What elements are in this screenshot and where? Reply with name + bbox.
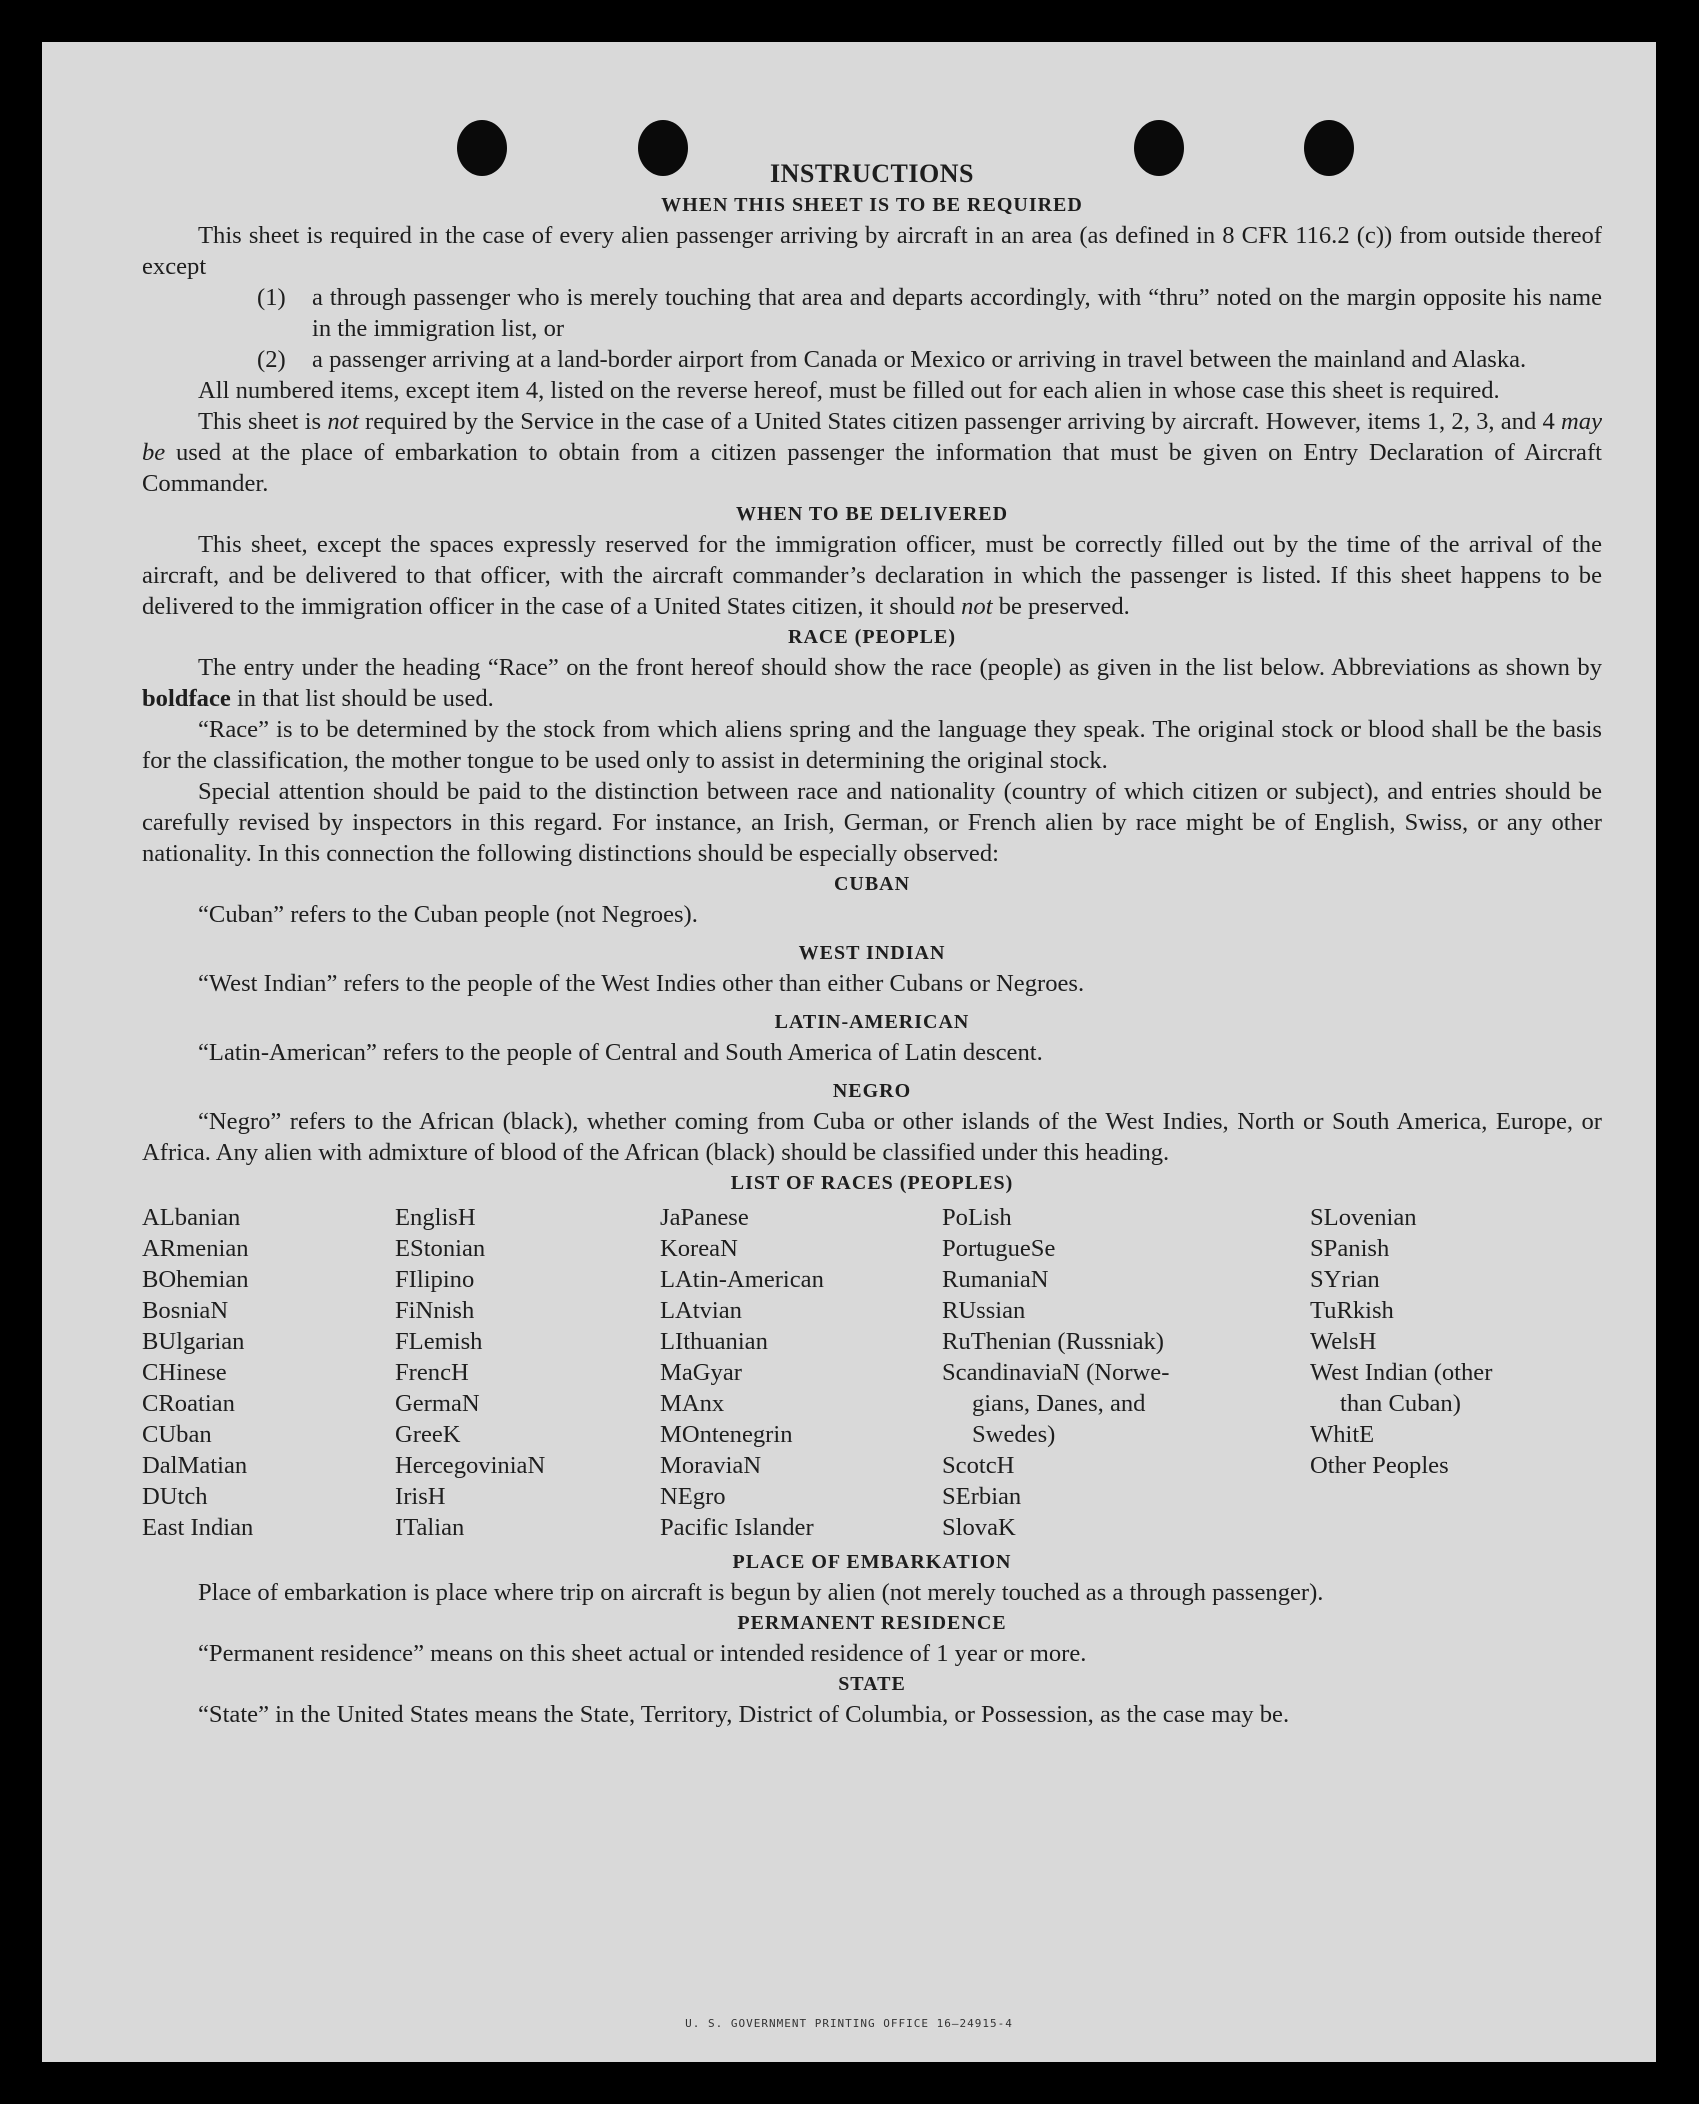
race-entry: EStonian [395, 1235, 486, 1262]
section-heading-west-indian: WEST INDIAN [798, 942, 946, 964]
section-heading-required: WHEN THIS SHEET IS TO BE REQUIRED [661, 194, 1083, 216]
race-entry: Other Peoples [1310, 1452, 1449, 1479]
race-entry: FiNnish [395, 1297, 475, 1324]
race-entry: KoreaN [660, 1235, 738, 1262]
printing-office-footer: U. S. GOVERNMENT PRINTING OFFICE 16—24915-4 [685, 2017, 1013, 2030]
race-entry: CHinese [142, 1359, 227, 1386]
race-entry: FLemish [395, 1328, 483, 1355]
race-entry: MaGyar [660, 1359, 742, 1386]
races-column-1 [142, 1202, 395, 1543]
section-heading-state: STATE [838, 1673, 906, 1695]
race-entry: SYrian [1310, 1266, 1380, 1293]
cuban-text: “Cuban” refers to the Cuban people (not Negroes). [198, 901, 698, 928]
race-entry: West Indian (other [1310, 1359, 1493, 1386]
races-column-3 [660, 1202, 942, 1543]
race-entry: BOhemian [142, 1266, 249, 1293]
state-text: “State” in the United States means the State, Territory, District of Columbia, or Possession, as the case may be. [198, 1701, 1290, 1728]
west-indian-text: “West Indian” refers to the people of the West Indies other than either Cubans or Negroes. [198, 970, 1085, 997]
race-entry: than Cuban) [1340, 1390, 1461, 1417]
section-heading-latin-american: LATIN-AMERICAN [774, 1011, 970, 1033]
race-entry: SLovenian [1310, 1204, 1417, 1231]
section-heading-delivered: WHEN TO BE DELIVERED [735, 503, 1009, 525]
embarkation-text: Place of embarkation is place where trip on aircraft is begun by alien (not merely touched as a through passenger). [198, 1579, 1324, 1606]
latin-american-text: “Latin-American” refers to the people of Central and South America of Latin descent. [198, 1039, 1043, 1066]
race-entry: SlovaK [942, 1514, 1016, 1541]
race-entry: MoraviaN [660, 1452, 762, 1479]
race-entry: GermaN [395, 1390, 480, 1417]
race-entry: DalMatian [142, 1452, 248, 1479]
required-paragraph-2: All numbered items, except item 4, listed on the reverse hereof, must be filled out for each alien in whose case this sheet is required. [198, 377, 1500, 404]
race-entry: WhitE [1310, 1421, 1375, 1448]
race-entry: ARmenian [142, 1235, 249, 1262]
race-entry: Swedes) [972, 1421, 1056, 1448]
section-heading-list-of-races: LIST OF RACES (PEOPLES) [730, 1172, 1014, 1194]
race-entry: TuRkish [1310, 1297, 1394, 1324]
race-entry: ITalian [395, 1514, 465, 1541]
race-entry: LIthuanian [660, 1328, 768, 1355]
race-entry: EnglisH [395, 1204, 476, 1231]
race-entry: FIlipino [395, 1266, 475, 1293]
race-entry: MAnx [660, 1390, 725, 1417]
race-entry: CUban [142, 1421, 212, 1448]
race-entry: DUtch [142, 1483, 208, 1510]
section-heading-cuban: CUBAN [833, 873, 911, 895]
race-entry: ScotcH [942, 1452, 1015, 1479]
races-column-4 [942, 1202, 1310, 1543]
race-entry: RuThenian (Russniak) [942, 1328, 1164, 1355]
races-list [142, 1202, 1602, 1543]
race-entry: SPanish [1310, 1235, 1390, 1262]
race-entry: ALbanian [142, 1204, 241, 1231]
required-paragraph-3: This sheet is not required by the Service in the case of a United States citizen passenger arriving by aircraft. However, items 1, 2, 3, and 4 may be used at the place of embarkation to obtain from a citizen passenger the information that must be given on Entry Declaration of Aircraft Commander. [142, 408, 1603, 497]
section-heading-negro: NEGRO [832, 1080, 912, 1102]
race-entry: PoLish [942, 1204, 1012, 1231]
race-entry: RumaniaN [942, 1266, 1049, 1293]
document-sheet [42, 42, 1656, 2062]
race-paragraph-3: Special attention should be paid to the distinction between race and nationality (country of which citizen or subject), and entries should be carefully revised by inspectors in this regard. For instance, an Irish, German, or French alien by race might be of English, Swiss, or any other nationality. In this connection the following distinctions should be especially observed: [142, 778, 1602, 867]
race-entry: MOntenegrin [660, 1421, 793, 1448]
race-entry: BosniaN [142, 1297, 229, 1324]
negro-text: “Negro” refers to the African (black), whether coming from Cuba or other islands of the West Indies, North or South America, Europe, or Africa. Any alien with admixture of blood of the African (black) should be classified under this heading. [142, 1108, 1602, 1166]
race-entry: GreeK [395, 1421, 461, 1448]
race-entry: LAtvian [660, 1297, 742, 1324]
instructions-content [142, 158, 1602, 1730]
race-entry: WelsH [1310, 1328, 1377, 1355]
race-entry: ScandinaviaN (Norwe- [942, 1359, 1170, 1386]
race-entry: JaPanese [660, 1204, 749, 1231]
race-entry: BUlgarian [142, 1328, 245, 1355]
race-entry: PortugueSe [942, 1235, 1056, 1262]
race-paragraph-2: “Race” is to be determined by the stock from which aliens spring and the language they speak. The original stock or blood shall be the basis for the classification, the mother tongue to be used only to assist in determining the original stock. [142, 716, 1602, 774]
race-entry: IrisH [395, 1483, 446, 1510]
section-heading-embarkation: PLACE OF EMBARKATION [732, 1551, 1012, 1573]
race-paragraph-1: The entry under the heading “Race” on the front hereof should show the race (people) as given in the list below. Abbreviations as shown by boldface in that list should be used. [142, 654, 1602, 712]
exception-item-1: (1) a through passenger who is merely touching that area and departs accordingly, with “thru” noted on the margin opposite his name in the immigration list, or [257, 284, 1602, 342]
race-entry: NEgro [660, 1483, 726, 1510]
page-title: INSTRUCTIONS [770, 159, 974, 188]
required-paragraph-1: This sheet is required in the case of every alien passenger arriving by aircraft in an area (as defined in 8 CFR 116.2 (c)) from outside thereof except [142, 222, 1602, 280]
races-column-5 [1310, 1202, 1602, 1543]
race-entry: FrencH [395, 1359, 469, 1386]
race-entry: HercegoviniaN [395, 1452, 546, 1479]
race-entry: LAtin-American [660, 1266, 824, 1293]
exception-item-2: (2) a passenger arriving at a land-border airport from Canada or Mexico or arriving in travel between the mainland and Alaska. [257, 346, 1527, 373]
race-entry: CRoatian [142, 1390, 235, 1417]
race-entry: RUssian [942, 1297, 1026, 1324]
race-entry: East Indian [142, 1514, 254, 1541]
races-column-2 [395, 1202, 660, 1543]
race-entry: Pacific Islander [660, 1514, 814, 1541]
section-heading-race: RACE (PEOPLE) [788, 626, 956, 648]
race-entry: SErbian [942, 1483, 1022, 1510]
race-entry: gians, Danes, and [972, 1390, 1146, 1417]
delivered-paragraph: This sheet, except the spaces expressly reserved for the immigration officer, must be correctly filled out by the time of the arrival of the aircraft, and be delivered to that officer, with the aircraft commander’s declaration in which the passenger is listed. If this sheet happens to be delivered to the immigration officer in the case of a United States citizen, it should not be preserved. [142, 531, 1602, 620]
residence-text: “Permanent residence” means on this sheet actual or intended residence of 1 year or more. [198, 1640, 1087, 1667]
section-heading-residence: PERMANENT RESIDENCE [737, 1612, 1007, 1634]
